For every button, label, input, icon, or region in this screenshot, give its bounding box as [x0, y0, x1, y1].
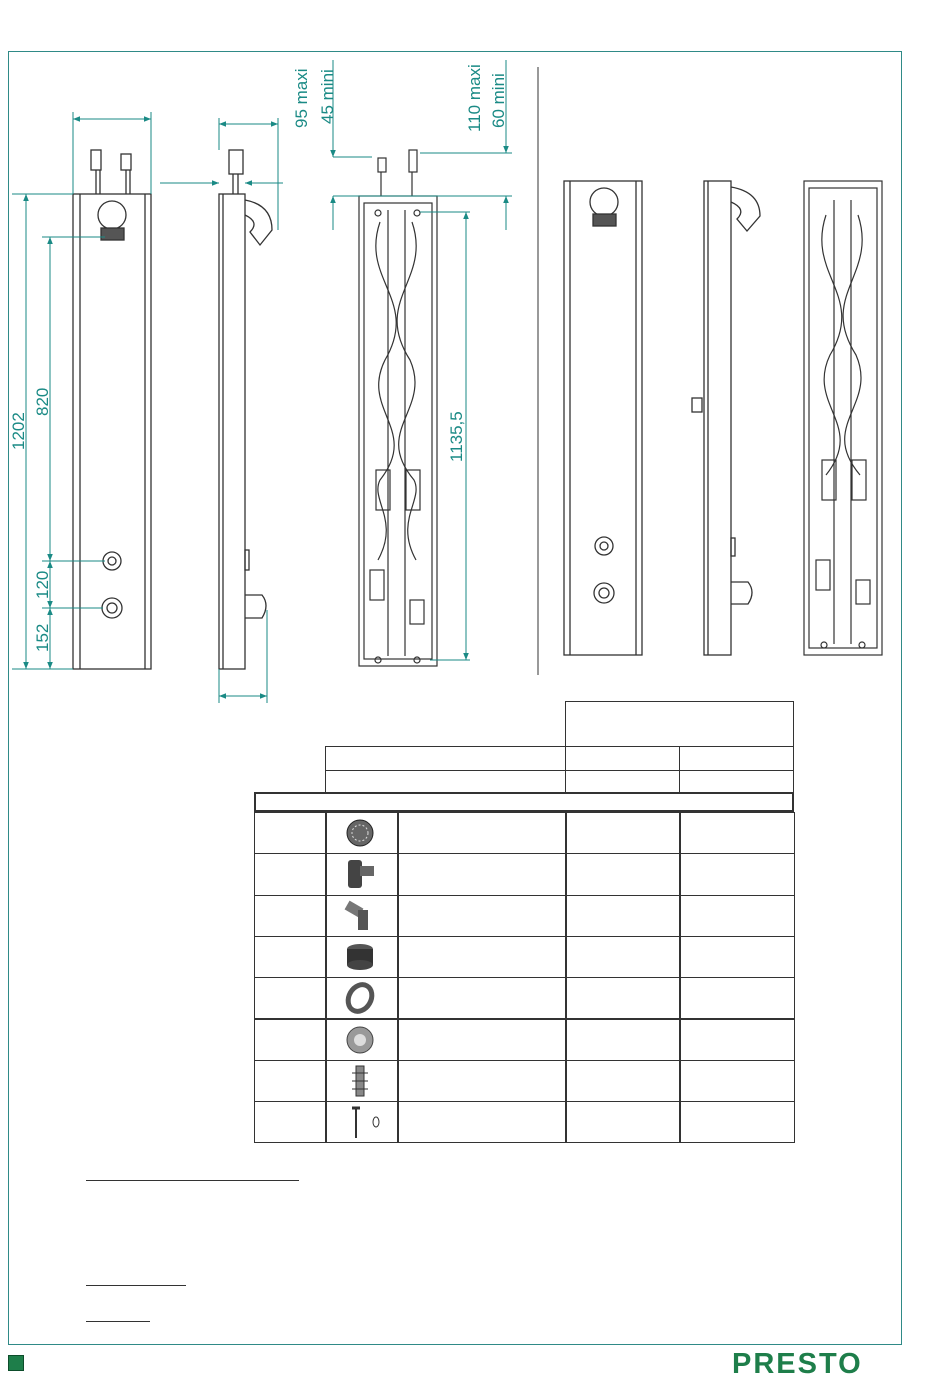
- text-rule: [86, 1321, 150, 1322]
- shower-head-icon: [342, 815, 382, 853]
- part-image-cell: [325, 853, 399, 895]
- table-section-row: [254, 792, 794, 812]
- text-rule: [86, 1180, 299, 1181]
- part-cell: [254, 977, 327, 1019]
- part-cell: [679, 1101, 795, 1143]
- part-cell: [679, 853, 795, 895]
- part-cell: [565, 853, 681, 895]
- side-view: [219, 150, 272, 669]
- dim-95-maxi: 95 maxi: [292, 68, 311, 128]
- right-internal-view: [804, 181, 882, 655]
- part-cell: [565, 812, 681, 854]
- table-header-cell: [565, 746, 680, 771]
- part-image-cell: [325, 1060, 399, 1102]
- seal-ring-icon: [342, 980, 382, 1018]
- part-cell: [679, 895, 795, 937]
- part-image-cell: [325, 977, 399, 1019]
- table-header-cell: [679, 746, 794, 771]
- part-cell: [254, 812, 327, 854]
- filter-washer-icon: [342, 1022, 382, 1060]
- part-cell: [565, 1101, 681, 1143]
- part-cell: [397, 1101, 567, 1143]
- right-side-view: [692, 181, 760, 655]
- part-cell: [254, 1101, 327, 1143]
- part-cell: [254, 936, 327, 978]
- part-cell: [679, 936, 795, 978]
- elbow-fitting-icon: [342, 856, 382, 894]
- front-view: [73, 150, 151, 669]
- part-cell: [565, 895, 681, 937]
- dim-152: 152: [33, 623, 52, 652]
- part-image-cell: [325, 936, 399, 978]
- part-image-cell: [325, 1019, 399, 1061]
- table-header-cell: [679, 770, 794, 793]
- dim-1135-5: 1135,5: [447, 411, 466, 462]
- side-view-dimensions: [160, 118, 283, 703]
- dim-120: 120: [33, 570, 52, 599]
- dim-820: 820: [33, 387, 52, 416]
- part-cell: [397, 895, 567, 937]
- part-cell: [679, 1019, 795, 1061]
- part-cell: [565, 936, 681, 978]
- part-cell: [254, 853, 327, 895]
- part-cell: [397, 936, 567, 978]
- part-cell: [397, 977, 567, 1019]
- part-image-cell: [325, 812, 399, 854]
- right-front-view: [564, 181, 642, 655]
- brand-square-icon: [8, 1355, 24, 1371]
- part-cell: [565, 1019, 681, 1061]
- part-cell: [397, 853, 567, 895]
- angle-valve-icon: [342, 898, 382, 936]
- part-cell: [397, 812, 567, 854]
- wall-plug-icon: [342, 1063, 382, 1101]
- dim-60-mini: 60 mini: [489, 73, 508, 128]
- table-header-cell: [325, 770, 566, 793]
- part-cell: [679, 977, 795, 1019]
- dim-45-mini: 45 mini: [318, 69, 337, 124]
- internal-view: [359, 150, 437, 666]
- dim-1202: 1202: [9, 412, 28, 450]
- part-cell: [254, 1019, 327, 1061]
- part-cell: [397, 1060, 567, 1102]
- part-cell: [565, 977, 681, 1019]
- part-cell: [397, 1019, 567, 1061]
- internal-view-dimensions: [333, 60, 512, 660]
- presto-logo: PRESTO: [732, 1348, 863, 1380]
- dim-110-maxi: 110 maxi: [465, 64, 484, 132]
- part-cell: [679, 812, 795, 854]
- table-header-cell: [565, 701, 794, 747]
- screw-icon: [342, 1104, 382, 1142]
- part-cell: [565, 1060, 681, 1102]
- part-cell: [254, 895, 327, 937]
- part-image-cell: [325, 895, 399, 937]
- table-header-cell: [325, 746, 566, 771]
- text-rule: [86, 1285, 186, 1286]
- table-header-cell: [565, 770, 680, 793]
- part-cell: [679, 1060, 795, 1102]
- part-cell: [254, 1060, 327, 1102]
- part-image-cell: [325, 1101, 399, 1143]
- nut-icon: [342, 939, 382, 977]
